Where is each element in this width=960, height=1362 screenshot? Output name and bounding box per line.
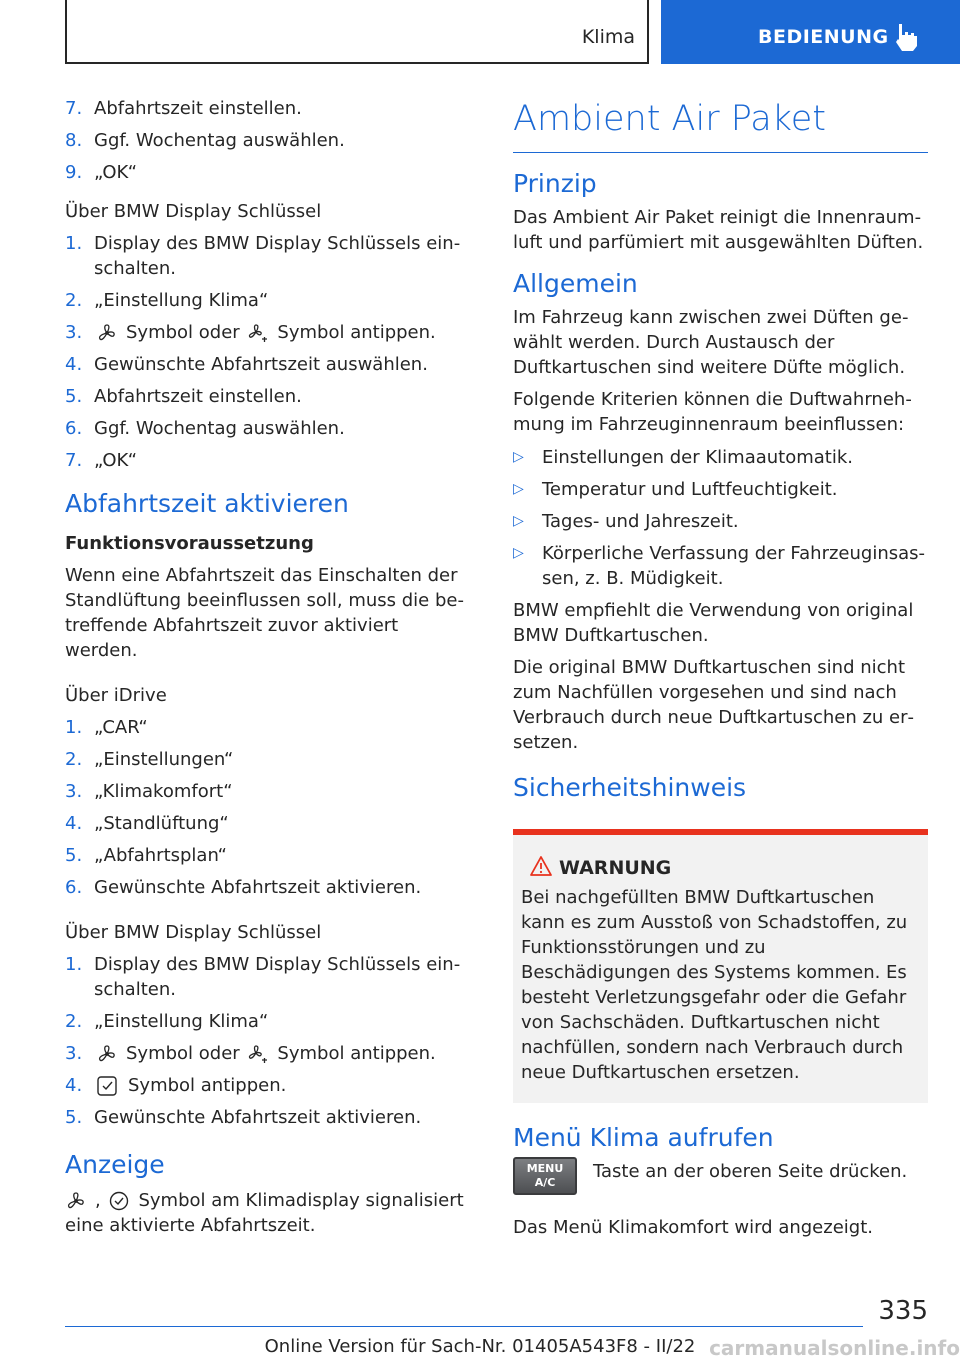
list-item: 2. „Einstellung Klima“ xyxy=(65,1011,269,1032)
general-text-1: Im Fahrzeug kann zwischen zwei Düften gewählt werden. Durch Austausch der Duftkartuschen sind weitere Düfte möglich. xyxy=(513,307,909,378)
display-text: , Symbol am Klimadisplay signalisiert eine aktivierte Abfahrtszeit. xyxy=(65,1190,464,1236)
heading-menu: Menü Klima aufrufen xyxy=(513,1123,774,1152)
list-item: 5. „Abfahrtsplan“ xyxy=(65,845,227,866)
principle-text: Das Ambient Air Paket reinigt die Innenraumluft und parfümiert mit ausgewählten Düften. xyxy=(513,207,924,253)
list-item: 6. Gewünschte Abfahrtszeit aktivieren. xyxy=(65,877,422,898)
footer-text: Online Version für Sach-Nr. 01405A543F8 - II/22 xyxy=(264,1336,696,1357)
header-section-box xyxy=(65,0,649,64)
header-section-title: Klima xyxy=(581,26,635,48)
warning-title: WARNUNG xyxy=(521,857,920,879)
heading-display: Anzeige xyxy=(65,1150,165,1179)
list-item: 3. „Klimakomfort“ xyxy=(65,781,233,802)
warning-triangle-icon xyxy=(529,855,553,877)
list-item: 2. „Einstellungen“ xyxy=(65,749,234,770)
list-item: ▷ Körperliche Verfassung der Fahrzeuginsassen, z. B. Müdigkeit. xyxy=(513,543,926,589)
clock-check-icon xyxy=(96,1074,120,1098)
list-item: 3. Symbol oder Symbol antippen. xyxy=(65,322,436,343)
list-item: 9. „OK“ xyxy=(65,162,138,183)
fan-icon xyxy=(96,322,118,344)
footer-watermark: carmanualsonline.info xyxy=(709,1336,960,1360)
subheading-display-key: Über BMW Display Schlüssel xyxy=(65,201,322,222)
general-text-2: Folgende Kriterien können die Duftwahrnehmung im Fahrzeuginnenraum beeinflussen: xyxy=(513,389,912,435)
list-item: 4. „Standlüftung“ xyxy=(65,813,229,834)
page-title: Ambient Air Paket xyxy=(513,96,928,153)
fan-timer-icon xyxy=(247,322,269,344)
list-item: 6. Ggf. Wochentag auswählen. xyxy=(65,418,345,439)
menu-after-text: Das Menü Klimakomfort wird angezeigt. xyxy=(513,1217,873,1238)
list-item: 5. Abfahrtszeit einstellen. xyxy=(65,386,302,407)
list-item: ▷ Temperatur und Luftfeuchtigkeit. xyxy=(513,479,838,500)
right-column xyxy=(513,96,928,1247)
list-item: 4. Symbol antippen. xyxy=(65,1075,287,1096)
fan-timer-icon xyxy=(247,1043,269,1065)
list-item: 7. „OK“ xyxy=(65,450,138,471)
list-item: ▷ Einstellungen der Klimaautomatik. xyxy=(513,447,854,468)
heading-principle: Prinzip xyxy=(513,169,597,198)
header-chapter-title: BEDIENUNG xyxy=(758,26,889,48)
list-item: 2. „Einstellung Klima“ xyxy=(65,290,269,311)
list-item: 8. Ggf. Wochentag auswählen. xyxy=(65,130,345,151)
menu-instruction xyxy=(513,1159,928,1203)
prerequisite-text: Wenn eine Abfahrtszeit das Einschalten der Standlüftung beeinflussen soll, muss die betreffende Abfahrtszeit zuvor aktiviert werden. xyxy=(65,565,464,661)
menu-ac-button: MENU A/C xyxy=(513,1157,577,1195)
page-number: 335 xyxy=(878,1296,928,1326)
list-item: 3. Symbol oder Symbol antippen. xyxy=(65,1043,436,1064)
list-item: 5. Gewünschte Abfahrtszeit aktivieren. xyxy=(65,1107,422,1128)
fan-icon xyxy=(65,1190,87,1212)
left-column xyxy=(65,96,465,1245)
header-chapter-box xyxy=(661,0,960,64)
list-item: 1. Display des BMW Display Schlüssels einschalten. xyxy=(65,233,461,279)
list-item: 4. Gewünschte Abfahrtszeit auswählen. xyxy=(65,354,428,375)
fan-icon xyxy=(96,1043,118,1065)
footer-divider xyxy=(65,1326,863,1327)
menu-text: Taste an der oberen Seite drücken. xyxy=(593,1161,908,1182)
heading-safety: Sicherheitshinweis xyxy=(513,773,747,802)
hand-pointer-icon xyxy=(893,22,921,52)
cartridge-text: Die original BMW Duftkartuschen sind nicht zum Nachfüllen vorgesehen und sind nach Verbrauch durch neue Duftkartuschen zu ersetzen. xyxy=(513,657,915,753)
heading-general: Allgemein xyxy=(513,269,638,298)
list-item: 1. Display des BMW Display Schlüssels einschalten. xyxy=(65,954,461,1000)
list-item: 1. „CAR“ xyxy=(65,717,148,738)
warning-box xyxy=(513,829,928,1103)
recommendation-text: BMW empfiehlt die Verwendung von original BMW Duftkartuschen. xyxy=(513,600,914,646)
subheading-prerequisite: Funktionsvoraussetzung xyxy=(65,533,314,554)
subheading-display-key-2: Über BMW Display Schlüssel xyxy=(65,922,322,943)
list-item: 7. Abfahrtszeit einstellen. xyxy=(65,98,302,119)
subheading-idrive: Über iDrive xyxy=(65,685,167,706)
warning-text: Bei nachgefüllten BMW Duftkartuschen kann es zum Ausstoß von Schadstoffen, zu Funktionsstörungen und zu Beschädigungen des Systems kommen. Es besteht Verletzungsgefahr oder die Gefahr von Sachschäden. Duftkartuschen nicht nachfüllen, sondern nach Verbrauch durch neue Duftkartuschen ersetzen. xyxy=(521,887,908,1083)
list-item: ▷ Tages- und Jahreszeit. xyxy=(513,511,739,532)
heading-activate: Abfahrtszeit aktivieren xyxy=(65,489,349,518)
clock-check-icon xyxy=(108,1190,130,1212)
